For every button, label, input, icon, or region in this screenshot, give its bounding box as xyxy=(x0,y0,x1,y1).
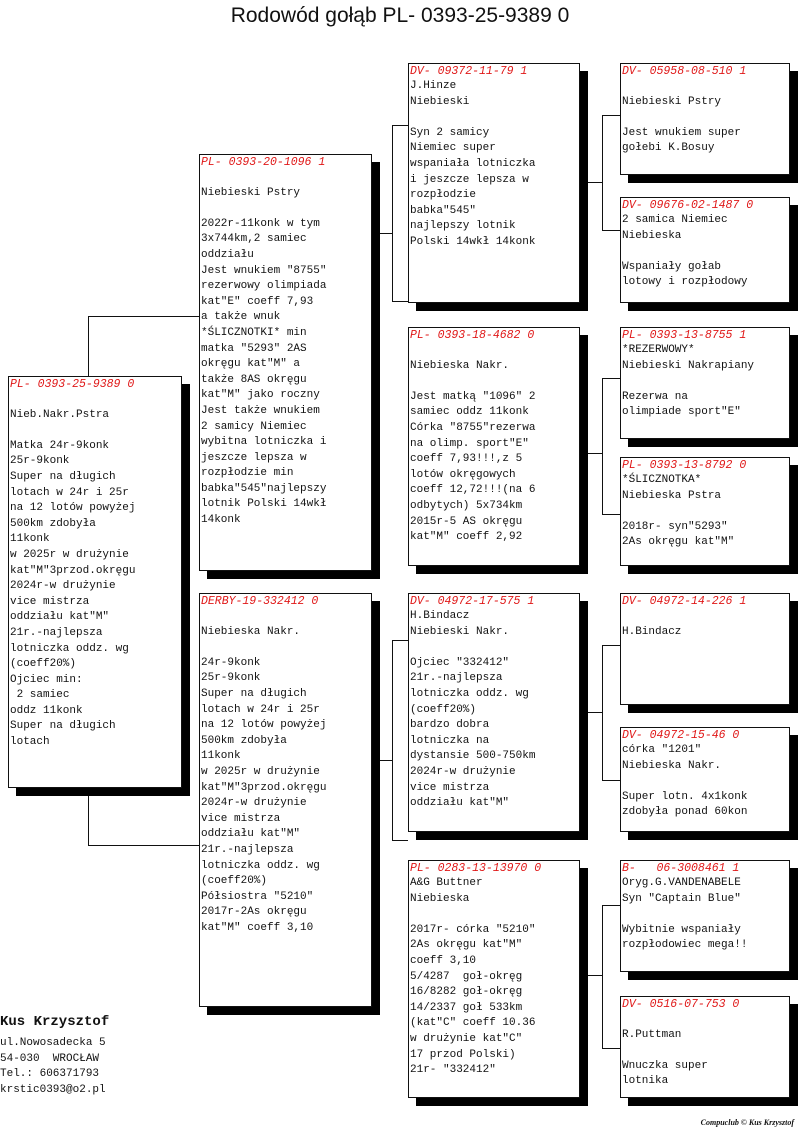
connector xyxy=(602,115,620,116)
connector xyxy=(602,780,620,781)
connector xyxy=(602,378,603,514)
connector xyxy=(586,712,602,713)
pigeon-card-mfm[interactable] xyxy=(620,727,790,832)
connector xyxy=(392,301,408,302)
pigeon-card-ff[interactable] xyxy=(408,63,580,303)
pigeon-card-ffm[interactable] xyxy=(620,197,790,303)
connector xyxy=(392,840,408,841)
ring-number: DV- 04972-17-575 1 xyxy=(410,595,535,608)
pigeon-description: H.Bindacz xyxy=(622,625,682,638)
page-title: Rodowód gołąb PL- 0393-25-9389 0 xyxy=(230,4,570,27)
connector xyxy=(88,845,200,846)
connector xyxy=(602,905,603,1048)
ring-number: DV- 05958-08-510 1 xyxy=(622,65,747,78)
connector xyxy=(602,645,620,646)
pigeon-description: Niebieska Nakr. 24r-9konk 25r-9konk Super na długich lotach w 24r i 25r na 12 lotów powyżej 500km zdobyła 11konk w 2025r w drużynie kat"M"3przod.okręgu 2024r-w drużynie vice mistrza oddziału kat"M" 21r.-najlepsza lotniczka oddz. wg (coeff20%) Półsiostra "5210" 2017r-2As okręgu kat"M" coeff 3,10 xyxy=(201,625,327,934)
connector xyxy=(88,316,200,317)
pigeon-description: Oryg.G.VANDENABELE Syn "Captain Blue" Wybitnie wspaniały rozpłodowiec mega!! xyxy=(622,877,748,952)
connector xyxy=(88,316,89,376)
pigeon-description: Niebieska Nakr. Jest matką "1096" 2 samiec oddz 11konk Córka "8755"rezerwa na olimp. sport"E" coeff 7,93!!!,z 5 lotów okręgowych coeff 12,72!!!(na 6 odbytych) 5x734km 2015r-5 AS okręgu kat"M" coeff 2,92 xyxy=(410,359,536,544)
pigeon-description: Niebieski Pstry 2022r-11konk w tym 3x744km,2 samiec oddziału Jest wnukiem "8755" rezerwowy olimpiada kat"E" coeff 7,93 a także wnuk *ŚLICZNOTKI* min matka "5293" 2AS okręgu kat"M" a także 8AS okręgu kat"M" jako roczny Jest także wnukiem 2 samicy Niemiec wybitna lotniczka i jeszcze lepsza w rozpłodzie min babka"545"najlepszy lotnik Polski 14wkł 14konk xyxy=(201,186,327,527)
pigeon-card-father[interactable] xyxy=(199,154,372,571)
pigeon-description: Nieb.Nakr.Pstra Matka 24r-9konk 25r-9konk Super na długich lotach w 24r i 25r na 12 lotów powyżej 500km zdobyła 11konk w 2025r w drużynie kat"M"3przod.okręgu 2024r-w drużynie vice mistrza oddziału kat"M" 21r.-najlepsza lotniczka oddz. wg (coeff20%) Ojciec min: 2 samiec oddz 11konk Super na długich lotach xyxy=(10,408,136,749)
ring-number: DV- 04972-15-46 0 xyxy=(622,729,740,742)
connector xyxy=(586,182,602,183)
connector xyxy=(88,786,89,846)
ring-number: PL- 0393-13-8755 1 xyxy=(622,329,747,342)
ring-number: DV- 0516-07-753 0 xyxy=(622,998,740,1011)
connector xyxy=(602,378,620,379)
pigeon-description: J.Hinze Niebieski Syn 2 samicy Niemiec super wspaniała lotniczka i jeszcze lepsza w rozpłodzie babka"545" najlepszy lotnik Polski 14wkł 14konk xyxy=(410,80,536,248)
pigeon-description: *REZERWOWY* Niebieski Nakrapiany Rezerwa na olimpiade sport"E" xyxy=(622,344,755,419)
pigeon-description: *ŚLICZNOTKA* Niebieska Pstra 2018r- syn"5293" 2As okręgu kat"M" xyxy=(622,474,735,549)
pigeon-description: 2 samica Niemiec Niebieska Wspaniały gołab lotowy i rozpłodowy xyxy=(622,214,748,289)
connector xyxy=(602,905,620,906)
ring-number: DV- 09372-11-79 1 xyxy=(410,65,528,78)
owner-name: Kus Krzysztof xyxy=(0,1014,110,1030)
connector xyxy=(602,645,603,780)
pigeon-card-mmm[interactable] xyxy=(620,996,790,1098)
connector xyxy=(602,230,620,231)
pigeon-description: córka "1201" Niebieska Nakr. Super lotn. 4x1konk zdobyła ponad 60kon xyxy=(622,744,748,819)
connector xyxy=(586,975,602,976)
pigeon-card-mother[interactable] xyxy=(199,593,372,1007)
pigeon-card-mm[interactable] xyxy=(408,860,580,1098)
connector xyxy=(392,640,393,840)
connector xyxy=(602,115,603,230)
connector xyxy=(602,1048,620,1049)
pigeon-description: H.Bindacz Niebieski Nakr. Ojciec "332412" 21r.-najlepsza lotniczka oddz. wg (coeff20%) bardzo dobra lotniczka na dystansie 500-750km 2024r-w drużynie vice mistrza oddziału kat"M" xyxy=(410,610,536,810)
owner-address: ul.Nowosadecka 5 54-030 WROCŁAW Tel.: 606371793 krstic0393@o2.pl xyxy=(0,1037,106,1096)
ring-number: DV- 09676-02-1487 0 xyxy=(622,199,754,212)
pigeon-card-mf[interactable] xyxy=(408,593,580,832)
ring-number: PL- 0393-13-8792 0 xyxy=(622,459,747,472)
ring-number: PL- 0393-18-4682 0 xyxy=(410,329,535,342)
footer-credit: Compuclub © Kus Krzysztof xyxy=(700,1118,794,1127)
pigeon-card-fmf[interactable] xyxy=(620,327,790,439)
connector xyxy=(392,125,393,301)
pigeon-card-mmf[interactable] xyxy=(620,860,790,972)
ring-number: PL- 0393-20-1096 1 xyxy=(201,156,326,169)
pigeon-card-fm[interactable] xyxy=(408,327,580,566)
ring-number: PL- 0283-13-13970 0 xyxy=(410,862,542,875)
pigeon-card-fmm[interactable] xyxy=(620,457,790,566)
connector xyxy=(602,514,620,515)
ring-number: B- 06-3008461 1 xyxy=(622,862,740,875)
connector xyxy=(370,233,392,234)
connector xyxy=(370,760,392,761)
owner-info xyxy=(0,1014,109,1098)
ring-number: PL- 0393-25-9389 0 xyxy=(10,378,135,391)
pigeon-card-fff[interactable] xyxy=(620,63,790,175)
pigeon-description: A&G Buttner Niebieska 2017r- córka "5210" 2As okręgu kat"M" coeff 3,10 5/4287 goł-okręg 16/8282 goł-okręg 14/2337 goł 533km (kat"C" coeff 10.36 w drużynie kat"C" 17 przod Polski) 21r- "332412" xyxy=(410,877,536,1077)
ring-number: DV- 04972-14-226 1 xyxy=(622,595,747,608)
connector xyxy=(392,125,408,126)
ring-number: DERBY-19-332412 0 xyxy=(201,595,319,608)
connector xyxy=(392,640,408,641)
pigeon-description: Niebieski Pstry Jest wnukiem super gołebi K.Bosuy xyxy=(622,95,741,155)
pigeon-card-mff[interactable] xyxy=(620,593,790,705)
pigeon-card-subject[interactable] xyxy=(8,376,182,788)
connector xyxy=(586,453,602,454)
pigeon-description: R.Puttman Wnuczka super lotnika xyxy=(622,1028,708,1088)
